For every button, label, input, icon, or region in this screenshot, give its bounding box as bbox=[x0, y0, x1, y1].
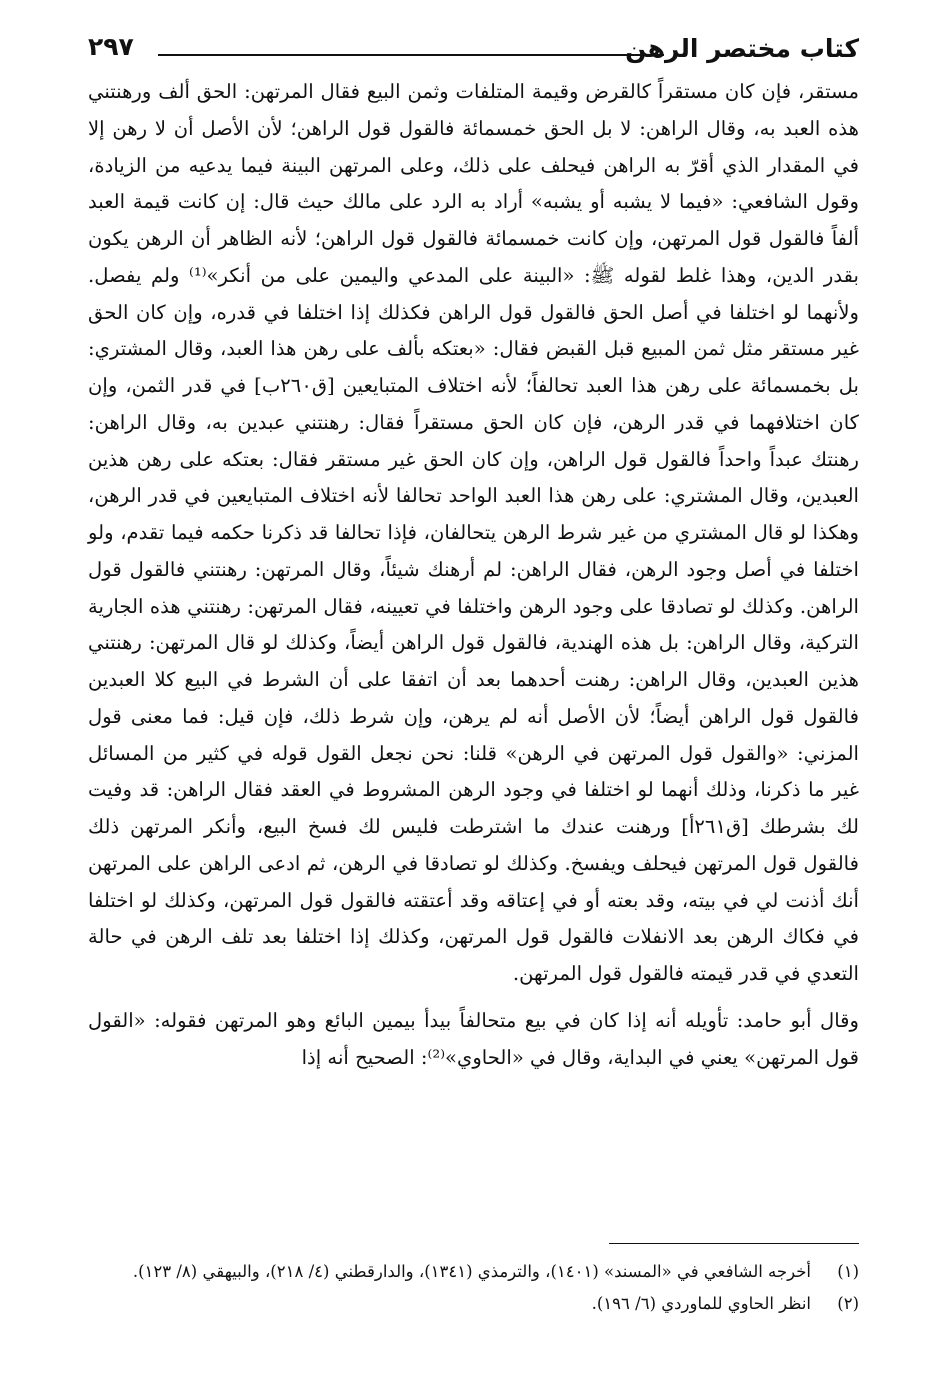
footnote-text: انظر الحاوي للماوردي (٦/ ١٩٦). bbox=[591, 1294, 811, 1313]
footnotes bbox=[88, 1258, 859, 1322]
page-number: ٢٩٧ bbox=[88, 32, 134, 61]
running-header bbox=[88, 28, 859, 68]
footnote-text: أخرجه الشافعي في «المسند» (١٤٠١)، والترمذي (١٣٤١)، والدارقطني (٤/ ٢١٨)، والبيهقي (٨/ ١٢٣). bbox=[132, 1262, 811, 1281]
book-title: كتاب مختصر الرهن bbox=[625, 34, 859, 63]
footnote-number: (١) bbox=[837, 1262, 859, 1281]
paragraph-1: مستقر، فإن كان مستقراً كالقرض وقيمة المتلفات وثمن البيع فقال المرتهن: الحق ألف ورهنتني هذه العبد به، وقال الراهن: لا بل الحق خمسمائة فالقول قول الراهن؛ لأن الأصل أن لا رهن إلا في المقدار الذي أقرّ به الراهن فيحلف على ذلك، وعلى المرتهن البينة فيما يدعيه من الزيادة، وقول الشافعي: «فيما لا يشبه أو يشبه» أراد به الرد على مالك حيث قال: إن كانت قيمة العبد ألفاً فالقول قول المرتهن، وإن كانت خمسمائة فالقول قول الراهن؛ لأنه الظاهر أن الرهن يكون بقدر الدين، وهذا غلط لقوله ﷺ: «البينة على المدعي واليمين على من أنكر»⁽¹⁾ ولم يفصل. ولأنهما لو اختلفا في أصل الحق فالقول قول الراهن فكذلك إذا اختلفا في قدره، وإن كان الحق غير مستقر مثل ثمن المبيع قبل القبض فقال: «بعتكه بألف على رهن هذا العبد، وقال المشتري: بل بخمسمائة على رهن هذا العبد تحالفاً؛ لأنه اختلاف المتبايعين [ق٢٦٠ب] في قدر الثمن، وإن كان اختلافهما في قدر الرهن، فإن كان الحق مستقراً فقال: رهنتني عبدين به، وقال الراهن: رهنتك عبداً واحداً فالقول قول الراهن، وإن كان الحق غير مستقر فقال: بعتكه على رهن هذين العبدين، وقال المشتري: على رهن هذا العبد الواحد تحالفا لأنه اختلاف المتبايعين في قدر الرهن، وهكذا لو قال المشتري من غير شرط الرهن يتحالفان، فإذا تحالفا قد ذكرنا حكمه فيما تقدم، ولو اختلفا في أصل وجود الرهن، فقال الراهن: لم أرهنك شيئاً، وقال المرتهن: رهنتني فالقول قول الراهن. وكذلك لو تصادقا على وجود الرهن واختلفا في تعيينه، فقال المرتهن: رهنتني هذه الجارية التركية، وقال الراهن: بل هذه الهندية، فالقول قول الراهن أيضاً، وكذلك لو قال المرتهن: رهنتني هذين العبدين، وقال الراهن: رهنت أحدهما بعد أن اتفقا على أن الشرط في البيع كلا العبدين فالقول قول الراهن أيضاً؛ لأن الأصل أنه لم يرهن، وإن شرط ذلك، فإن قيل: فما معنى قول المزني: «والقول قول المرتهن في الرهن» قلنا: نحن نجعل القول قوله في كثير من المسائل غير ما ذكرنا، وذلك أنهما لو اختلفا في وجود الرهن المشروط في العقد فقال الراهن: قد وفيت لك بشرطك [ق٢٦١أ] ورهنت عندك ما اشترطت فليس لك فسخ البيع، وأنكر المرتهن ذلك فالقول قول المرتهن فيحلف ويفسخ. وكذلك لو تصادقا في الرهن، ثم ادعى الراهن على المرتهن أنك أذنت لي في بيته، وقد بعته أو في إعتاقه وقد أعتقته فالقول قول المرتهن، وكذلك لو اختلفا في فكاك الرهن بعد الانفلات فالقول قول المرتهن، وكذلك إذا اختلفا بعد تلف الرهن في حالة التعدي في قدر قيمته فالقول قول المرتهن. bbox=[88, 80, 860, 985]
footnote-1 bbox=[88, 1258, 859, 1286]
header-rule bbox=[158, 54, 664, 56]
footnote-separator bbox=[609, 1243, 859, 1244]
footnote-number: (٢) bbox=[837, 1294, 859, 1313]
main-text bbox=[88, 74, 859, 1076]
paragraph-2: وقال أبو حامد: تأويله أنه إذا كان في بيع متحالفاً بيدأ بيمين البائع وهو المرتهن فقوله: «القول قول المرتهن» يعني في البداية، وقال في «الحاوي»⁽²⁾: الصحيح أنه إذا bbox=[88, 1008, 859, 1069]
footnote-2 bbox=[88, 1290, 859, 1318]
